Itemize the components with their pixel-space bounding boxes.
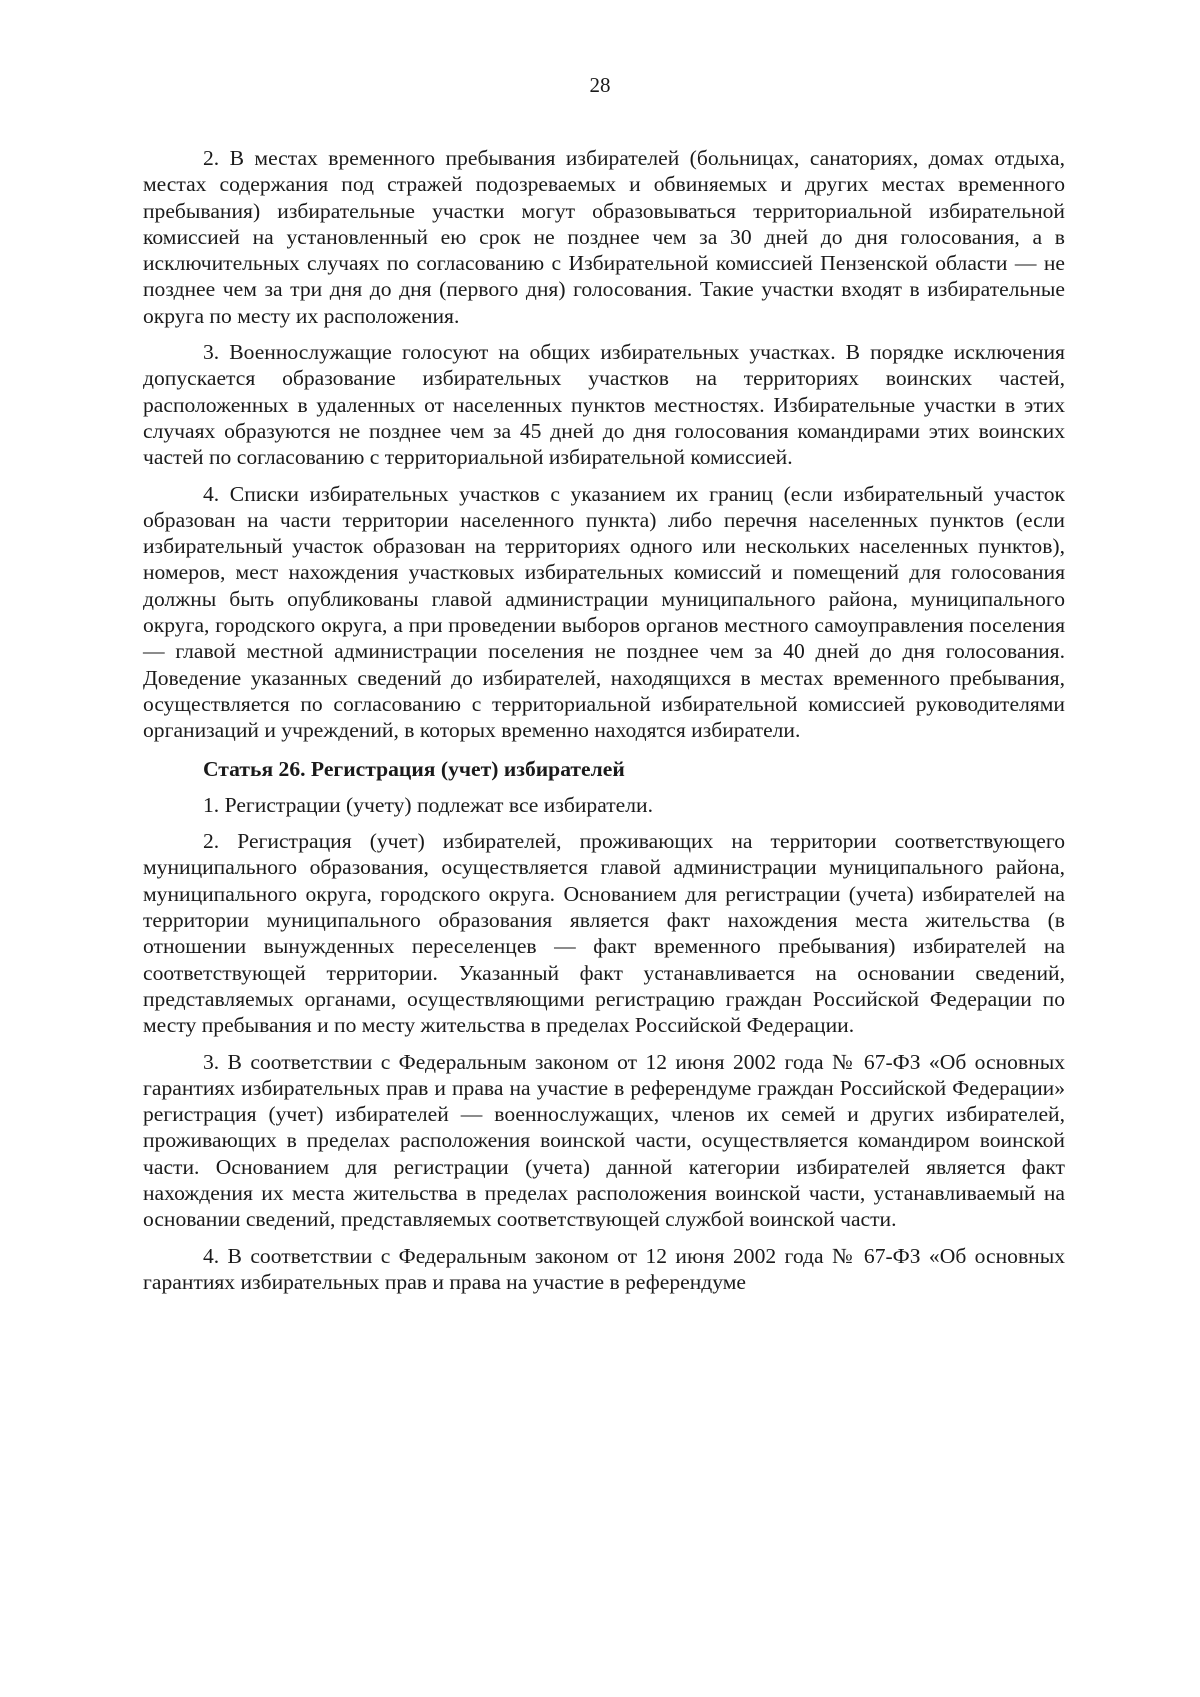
paragraph-continued: 4. В соответствии с Федеральным законом от 12 июня 2002 года № 67-ФЗ «Об основных гарантиях избирательных прав и права на участие в референдуме xyxy=(143,1243,1065,1294)
paragraph: 2. Регистрация (учет) избирателей, проживающих на территории соответствующего муниципального образования, осуществляется главой администрации муниципального района, муниципального округа, городского округа. Основанием для регистрации (учета) избирателей на территории муниципального образования является факт нахождения места жительства (в отношении вынужденных переселенцев — факт временного пребывания) избирателей на соответствующей территории. Указанный факт устанавливается на основании сведений, представляемых органами, осуществляющими регистрацию граждан Российской Федерации по месту пребывания и по месту жительства в пределах Российской Федерации. xyxy=(143,829,1065,1038)
paragraph: 4. Списки избирательных участков с указанием их границ (если избирательный участок образован на части территории населенного пункта) либо перечня населенных пунктов (если избирательный участок образован на территориях одного или нескольких населенных пунктов), номеров, мест нахождения участковых избирательных комиссий и помещений для голосования должны быть опубликованы главой администрации муниципального района, муниципального округа, городского округа, а при проведении выборов органов местного самоуправления поселения — главой местной администрации поселения не позднее чем за 40 дней до дня голосования. Доведение указанных сведений до избирателей, находящихся в местах временного пребывания, осуществляется по согласованию с территориальной избирательной комиссией руководителями организаций и учреждений, в которых временно находятся избиратели. xyxy=(143,481,1065,743)
paragraph: 1. Регистрации (учету) подлежат все избиратели. xyxy=(203,792,653,817)
page-number: 28 xyxy=(589,73,611,97)
document-body xyxy=(143,145,1065,1305)
paragraph: 2. В местах временного пребывания избирателей (больницах, санаториях, домах отдыха, местах содержания под стражей подозреваемых и обвиняемых и других местах временного пребывания) избирательные участки могут образовываться территориальной избирательной комиссией на установленный ею срок не позднее чем за 30 дней до дня голосования, а в исключительных случаях по согласованию с Избирательной комиссией Пензенской области — не позднее чем за три дня до дня (первого дня) голосования. Такие участки входят в избирательные округа по месту их расположения. xyxy=(143,146,1065,328)
paragraph: 3. Военнослужащие голосуют на общих избирательных участках. В порядке исключения допускается образование избирательных участков на территориях воинских частей, расположенных в удаленных от населенных пунктов местностях. Избирательные участки в этих случаях образуются не позднее чем за 45 дней до дня голосования командирами этих воинских частей по согласованию с территориальной избирательной комиссией. xyxy=(143,340,1065,470)
paragraph: 3. В соответствии с Федеральным законом от 12 июня 2002 года № 67-ФЗ «Об основных гарантиях избирательных прав и права на участие в референдуме граждан Российской Федерации» регистрация (учет) избирателей — военнослужащих, членов их семей и других избирателей, проживающих в пределах расположения воинской части, осуществляется командиром воинской части. Основанием для регистрации (учета) данной категории избирателей является факт нахождения их места жительства в пределах расположения воинской части, устанавливаемый на основании сведений, представляемых соответствующей службой воинской части. xyxy=(143,1049,1065,1232)
article-heading: Статья 26. Регистрация (учет) избирателей xyxy=(203,756,625,781)
